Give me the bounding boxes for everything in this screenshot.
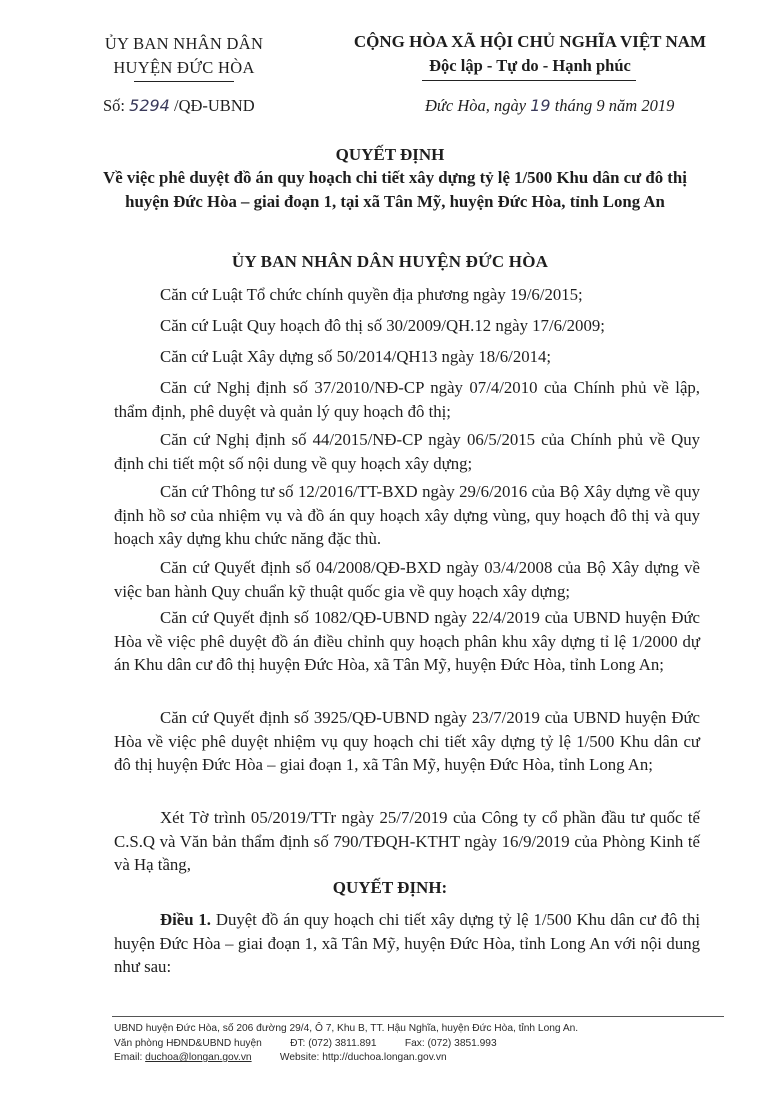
issuer-heading: ỦY BAN NHÂN DÂN HUYỆN ĐỨC HÒA bbox=[231, 252, 549, 271]
footer-office: Văn phòng HĐND&UBND huyện bbox=[114, 1037, 262, 1049]
legal-basis-8: Căn cứ Quyết định số 1082/QĐ-UBND ngày 22/4/2019 của UBND huyện Đức Hòa về việc phê duyệt đồ án điều chỉnh quy hoạch phân khu xây dựng tỉ lệ 1/2000 dự án Khu dân cư đô thị huyện Đức Hòa, xã Tân Mỹ, huyện Đức Hòa, tỉnh Long An; bbox=[114, 608, 700, 674]
footer-email-label: Email: bbox=[114, 1052, 143, 1063]
handwritten-number: 5294 bbox=[129, 96, 170, 115]
document-title: QUYẾT ĐỊNH bbox=[335, 145, 445, 164]
issue-date bbox=[425, 96, 674, 116]
authority-line-2: HUYỆN ĐỨC HÒA bbox=[113, 58, 255, 77]
footer-website[interactable]: Website: http://duchoa.longan.gov.vn bbox=[279, 1052, 447, 1063]
legal-basis-4: Căn cứ Nghị định số 37/2010/NĐ-CP ngày 07/4/2010 của Chính phủ về lập, thẩm định, phê duyệt và quản lý quy hoạch đô thị; bbox=[114, 378, 700, 421]
number-prefix: Số: bbox=[103, 96, 126, 115]
footer-email-link[interactable]: duchoa@longan.gov.vn bbox=[145, 1052, 252, 1063]
handwritten-day: 19 bbox=[530, 96, 551, 115]
authority-underline bbox=[134, 81, 234, 82]
national-motto: Độc lập - Tự do - Hạnh phúc bbox=[429, 56, 631, 75]
document-subject: Về việc phê duyệt đồ án quy hoạch chi tiết xây dựng tỷ lệ 1/500 Khu dân cư đô thị huyện Đức Hòa – giai đoạn 1, tại xã Tân Mỹ, huyện Đức Hòa, tỉnh Long An bbox=[103, 168, 687, 211]
date-place: Đức Hòa, ngày bbox=[425, 96, 527, 115]
footer-address: UBND huyện Đức Hòa, số 206 đường 29/4, Ô 7, Khu B, TT. Hậu Nghĩa, huyện Đức Hòa, tỉnh Long An. bbox=[114, 1023, 579, 1034]
issuing-authority bbox=[64, 32, 304, 80]
motto-underline bbox=[422, 80, 636, 81]
date-rest: tháng 9 năm 2019 bbox=[554, 96, 675, 115]
article-1 bbox=[114, 908, 700, 979]
legal-basis-7: Căn cứ Quyết định số 04/2008/QĐ-BXD ngày 03/4/2008 của Bộ Xây dựng về việc ban hành Quy chuẩn kỹ thuật quốc gia về quy hoạch xây dựng; bbox=[114, 558, 700, 601]
footer-phone: ĐT: (072) 3811.891 bbox=[290, 1037, 377, 1049]
legal-basis-9: Căn cứ Quyết định số 3925/QĐ-UBND ngày 23/7/2019 của UBND huyện Đức Hòa về việc phê duyệt nhiệm vụ quy hoạch chi tiết xây dựng tỷ lệ 1/500 Khu dân cư đô thị huyện Đức Hòa – giai đoạn 1, xã Tân Mỹ, huyện Đức Hòa, tỉnh Long An; bbox=[114, 708, 700, 774]
legal-basis-10: Xét Tờ trình 05/2019/TTr ngày 25/7/2019 của Công ty cổ phần đầu tư quốc tế C.S.Q và Văn bản thẩm định số 790/TĐQH-KTHT ngày 16/9/2019 của Phòng Kinh tế và Hạ tầng, bbox=[114, 808, 700, 874]
legal-basis-2: Căn cứ Luật Quy hoạch đô thị số 30/2009/QH.12 ngày 17/6/2009; bbox=[160, 316, 605, 335]
national-header bbox=[320, 30, 740, 78]
document-number bbox=[103, 96, 255, 116]
authority-line-1: ỦY BAN NHÂN DÂN bbox=[104, 34, 264, 53]
nation-name: CỘNG HÒA XÃ HỘI CHỦ NGHĨA VIỆT NAM bbox=[353, 32, 707, 51]
footer bbox=[114, 1022, 578, 1066]
article-1-label: Điều 1. bbox=[160, 910, 211, 929]
number-suffix: /QĐ-UBND bbox=[173, 96, 255, 115]
legal-basis-1: Căn cứ Luật Tổ chức chính quyền địa phương ngày 19/6/2015; bbox=[160, 285, 583, 304]
legal-basis-3: Căn cứ Luật Xây dựng số 50/2014/QH13 ngày 18/6/2014; bbox=[160, 347, 552, 366]
article-1-text: Duyệt đồ án quy hoạch chi tiết xây dựng tỷ lệ 1/500 Khu dân cư đô thị huyện Đức Hòa – giai đoạn 1, xã Tân Mỹ, huyện Đức Hòa, tỉnh Long An với nội dung như sau: bbox=[114, 910, 700, 976]
legal-basis-6: Căn cứ Thông tư số 12/2016/TT-BXD ngày 29/6/2016 của Bộ Xây dựng về quy định hồ sơ của nhiệm vụ và đồ án quy hoạch xây dựng vùng, quy hoạch đô thị và quy hoạch xây dựng khu chức năng đặc thù. bbox=[114, 482, 700, 548]
footer-divider bbox=[112, 1016, 724, 1017]
footer-fax: Fax: (072) 3851.993 bbox=[404, 1037, 497, 1049]
legal-basis-5: Căn cứ Nghị định số 44/2015/NĐ-CP ngày 06/5/2015 của Chính phủ về Quy định chi tiết một số nội dung về quy hoạch xây dựng; bbox=[114, 430, 700, 473]
decision-heading: QUYẾT ĐỊNH: bbox=[332, 878, 448, 897]
